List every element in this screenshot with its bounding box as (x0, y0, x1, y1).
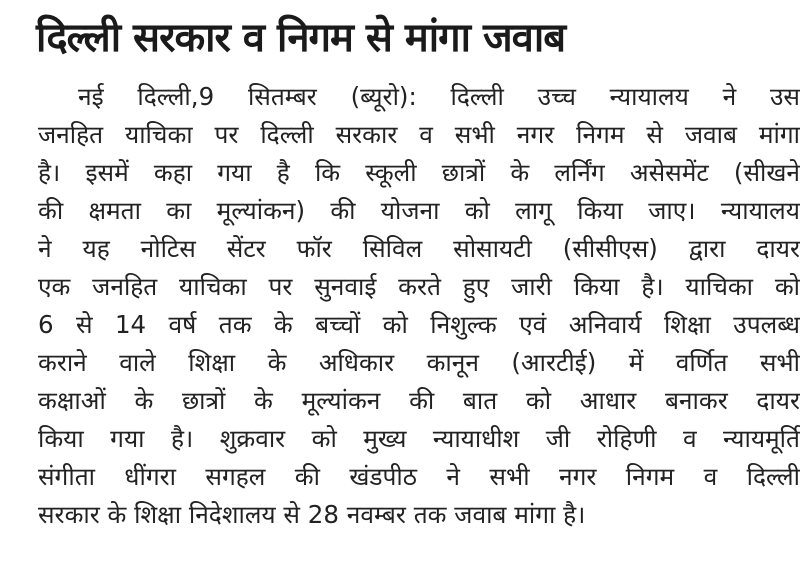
article-line: कराने वाले शिक्षा के अधिकार कानून (आरटीई) में वर्णित सभी (38, 348, 800, 377)
article-line: है। इसमें कहा गया है कि स्कूली छात्रों के लर्निंग असेसमेंट (सीखने (38, 158, 800, 187)
article-line: किया गया है। शुक्रवार को मुख्य न्यायाधीश जी रोहिणी व न्यायमूर्ति (38, 424, 800, 453)
article-line: सरकार के शिक्षा निदेशालय से 28 नवम्बर तक जवाब मांगा है। (38, 500, 586, 529)
article-line: नई दिल्ली,9 सितम्बर (ब्यूरो): दिल्ली उच्च न्यायालय ने उस (78, 82, 800, 111)
article-line: 6 से 14 वर्ष तक के बच्चों को निशुल्क एवं अनिवार्य शिक्षा उपलब्ध (38, 310, 800, 339)
headline: दिल्ली सरकार व निगम से मांगा जवाब (36, 15, 566, 61)
article-line: एक जनहित याचिका पर सुनवाई करते हुए जारी किया है। याचिका को (38, 272, 800, 301)
article-line: जनहित याचिका पर दिल्ली सरकार व सभी नगर निगम से जवाब मांगा (38, 120, 800, 149)
article-line: की क्षमता का मूल्यांकन) की योजना को लागू किया जाए। न्यायालय (38, 196, 800, 225)
article-body (38, 78, 800, 534)
article-line: कक्षाओं के छात्रों के मूल्यांकन की बात को आधार बनाकर दायर (38, 386, 800, 415)
article-line: ने यह नोटिस सेंटर फॉर सिविल सोसायटी (सीसीएस) द्वारा दायर (38, 234, 800, 263)
article-line: संगीता धींगरा सगहल की खंडपीठ ने सभी नगर निगम व दिल्ली (38, 462, 800, 491)
